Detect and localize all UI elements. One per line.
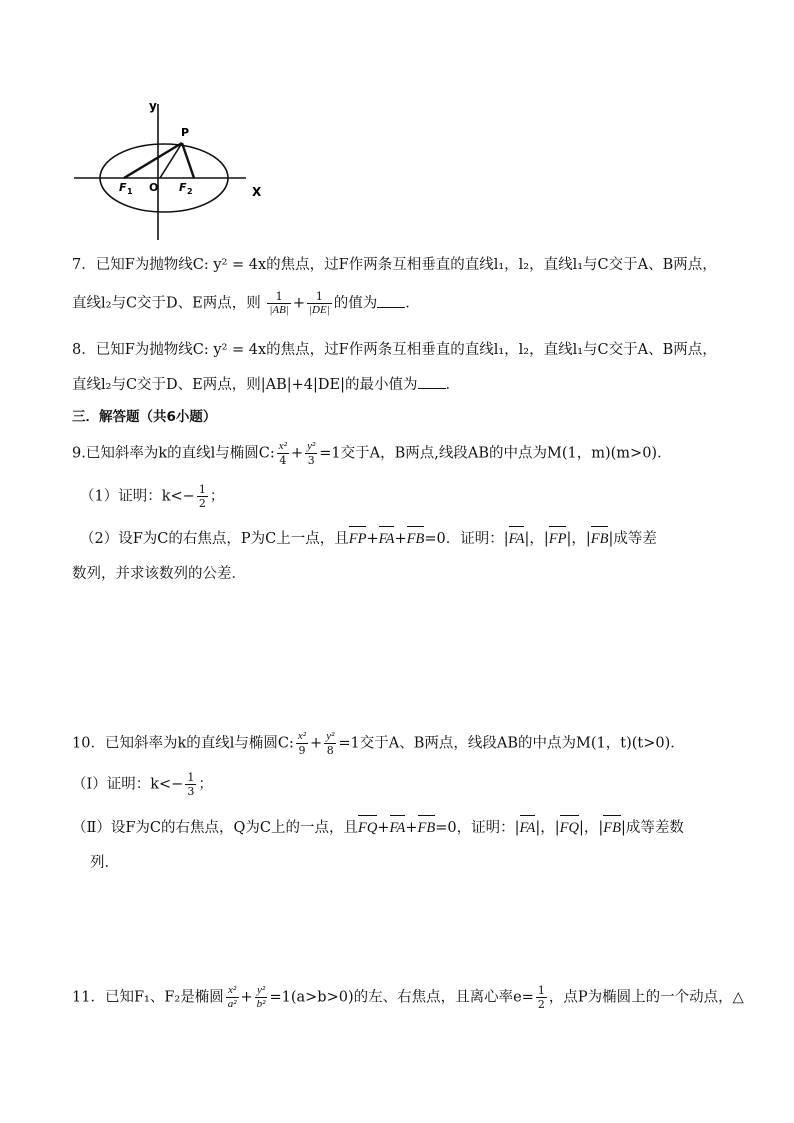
q9-text-b: =1交于A，B两点,线段AB的中点为M(1，m)(m>0)． xyxy=(319,445,672,462)
q10-p2-e: |成等差数 xyxy=(620,820,684,836)
q11-frac-x xyxy=(226,984,239,1011)
q9-fy-num: y² xyxy=(307,440,316,452)
q7-frac2-den: |DE| xyxy=(309,304,330,316)
q7-answer-blank xyxy=(377,295,405,308)
q9-p1-b: ； xyxy=(209,488,225,505)
q10-p1-num: 1 xyxy=(187,771,195,784)
q8-line1 xyxy=(72,339,717,361)
q10-p2-c: |，| xyxy=(535,820,560,836)
q8-answer-blank xyxy=(418,376,446,389)
q8-text2: 直线l₂与C交于D、E两点，则|AB|+4|DE|的最小值为 xyxy=(72,377,418,393)
q7-line2: 直线l₂与C交于D、E两点，则 $\frac{1}{|AB|}$ + $\frac{1}{|DE|}$ 的值为 ． xyxy=(72,290,420,316)
q11-e-den: 2 xyxy=(537,998,545,1011)
q7-text2b: 的值为 xyxy=(333,295,378,312)
q9-p2-f: 数列，并求该数列的公差． xyxy=(72,566,246,582)
q10-p1-frac xyxy=(185,771,196,798)
q10-vector-fa: FA xyxy=(390,817,406,839)
label-p: P xyxy=(181,126,190,139)
q7-text2a: 直线l₂与C交于D、E两点，则 xyxy=(72,295,261,312)
q7-fraction-de xyxy=(307,290,332,317)
q10-p2-f: 列． xyxy=(90,855,119,871)
q10-line1 xyxy=(72,730,685,757)
q10-frac-x xyxy=(296,730,308,757)
q8-text1: 8．已知F为抛物线C: y² = 4x的焦点，过F作两条互相垂直的直线l₁，l₂，直线l₁与C交于A、B两点， xyxy=(72,342,717,358)
q9-p2-c: |，| xyxy=(524,531,549,547)
q10-p1-den: 3 xyxy=(187,785,195,798)
label-f1: F xyxy=(119,181,127,194)
q9-p2-b: =0．证明：| xyxy=(424,531,509,547)
q9-p2-a: （2）设F为C的右焦点，P为C上一点，且 xyxy=(80,531,349,547)
q10-abs-fq: FQ xyxy=(560,817,579,839)
q9-plus: + xyxy=(290,445,304,462)
q11-fx-den: a² xyxy=(227,998,237,1010)
q9-fy-den: 3 xyxy=(307,454,315,467)
segment-p-f2 xyxy=(182,143,194,178)
q7-frac1-den: |AB| xyxy=(269,304,289,316)
q9-vector-fb: FB xyxy=(407,528,425,550)
q11-fy-num: y² xyxy=(255,984,268,998)
q7-frac1-num: 1 xyxy=(267,290,291,304)
q10-part2-cont xyxy=(90,852,119,874)
q10-abs-fa: FA xyxy=(520,817,536,839)
q9-line1 xyxy=(72,440,672,467)
q9-vector-fp: FP xyxy=(349,528,367,550)
q9-part2: （2）设F为C的右焦点，P为C上一点，且FP+FA+FB=0．证明：|FA|，|FP|，|FB|成等差 xyxy=(80,528,657,550)
q11-fy-den: b² xyxy=(256,998,266,1010)
q11-frac-e xyxy=(536,984,547,1011)
label-f2-sub: 2 xyxy=(187,187,193,196)
label-f2: F xyxy=(179,181,187,194)
q10-p2-b: =0，证明：| xyxy=(435,820,520,836)
q10-vector-fb: FB xyxy=(418,817,436,839)
q8-line2 xyxy=(72,374,460,396)
label-o: O xyxy=(149,181,159,194)
q10-vector-fq: FQ xyxy=(358,817,377,839)
q11-text-c: ，点P为椭圆上的一个动点，△ xyxy=(548,989,744,1006)
q11-fx-num: x² xyxy=(226,984,239,998)
q9-abs-fb: FB xyxy=(591,528,609,550)
q7-fraction-ab xyxy=(267,290,291,317)
q9-frac-x xyxy=(277,440,289,467)
q7-frac2-num: 1 xyxy=(307,290,332,304)
q10-text-b: =1交于A、B两点，线段AB的中点为M(1，t)(t>0)． xyxy=(338,735,685,752)
q10-abs-fb: FB xyxy=(603,817,621,839)
q9-p1-a: （1）证明：k<− xyxy=(80,488,195,505)
q10-p1-a: （Ⅰ）证明：k<− xyxy=(72,776,184,793)
q10-fy-num: y² xyxy=(326,730,335,742)
label-x: X xyxy=(252,185,262,199)
q9-p1-den: 2 xyxy=(198,497,206,510)
q10-frac-y xyxy=(324,730,336,757)
q10-p2-d: |，| xyxy=(578,820,604,836)
q9-fx-den: 4 xyxy=(279,454,287,467)
q11-frac-y xyxy=(255,984,268,1011)
q9-part1 xyxy=(80,483,224,510)
q11-e-num: 1 xyxy=(537,984,545,997)
label-f1-sub: 1 xyxy=(127,187,133,196)
q8-end: ． xyxy=(445,377,461,393)
section-title: 三．解答题（共6小题） xyxy=(72,409,217,425)
q10-fx-den: 9 xyxy=(298,744,306,757)
ellipse-figure xyxy=(70,96,270,246)
q11-plus: + xyxy=(240,989,253,1006)
q10-plus: + xyxy=(310,735,323,752)
q9-p2-d: |，| xyxy=(566,531,591,547)
q9-p1-frac xyxy=(197,483,208,510)
q9-part2-cont xyxy=(72,563,246,585)
q9-vector-fa: FA xyxy=(379,528,395,550)
q10-part1 xyxy=(72,771,213,798)
q10-fx-num: x² xyxy=(297,730,307,742)
q10-p2-a: （Ⅱ）设F为C的右焦点，Q为C上的一点，且 xyxy=(72,820,358,836)
q9-text-a: 9.已知斜率为k的直线l与椭圆C: xyxy=(72,445,275,462)
q11-line1 xyxy=(72,984,744,1011)
q9-frac-y xyxy=(305,440,317,467)
q7-end: ． xyxy=(405,295,420,312)
q7-text1: 7．已知F为抛物线C: y² = 4x的焦点，过F作两条互相垂直的直线l₁，l₂，直线l₁与C交于A、B两点， xyxy=(72,257,717,273)
q11-text-b: =1(a>b>0)的左、右焦点，且离心率e= xyxy=(269,989,534,1006)
q9-fx-num: x² xyxy=(278,440,287,452)
q9-p2-e: |成等差 xyxy=(608,531,657,547)
q10-text-a: 10．已知斜率为k的直线l与椭圆C: xyxy=(72,735,294,752)
q10-p1-b: ； xyxy=(198,776,213,793)
q7-line1 xyxy=(72,254,717,276)
q10-fy-den: 8 xyxy=(326,744,334,757)
q10-part2: （Ⅱ）设F为C的右焦点，Q为C上的一点，且FQ+FA+FB=0，证明：|FA|，|FQ|，|FB|成等差数 xyxy=(72,817,684,839)
q9-abs-fp: FP xyxy=(549,528,567,550)
label-y: y xyxy=(149,99,157,113)
q9-p1-num: 1 xyxy=(198,483,206,496)
q9-abs-fa: FA xyxy=(509,528,525,550)
q11-text-a: 11．已知F₁、F₂是椭圆 xyxy=(72,989,224,1006)
